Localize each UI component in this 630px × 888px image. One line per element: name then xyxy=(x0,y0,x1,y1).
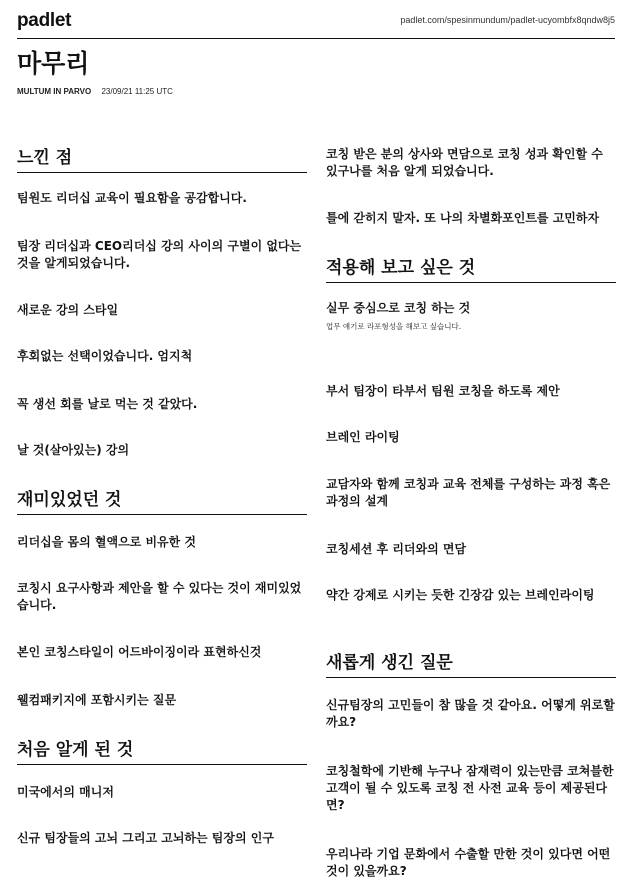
post-body: 업무 얘기로 라포형성을 해보고 싶습니다. xyxy=(326,322,462,331)
post-card[interactable] xyxy=(326,146,616,180)
author-name: MULTUM IN PARVO xyxy=(17,87,92,96)
post-card[interactable] xyxy=(17,238,307,272)
post-card[interactable] xyxy=(17,190,307,207)
section-title: 재미있었던 것 xyxy=(17,489,307,515)
post-card[interactable] xyxy=(326,383,616,400)
section-title: 새롭게 생긴 질문 xyxy=(326,652,616,678)
post-card[interactable] xyxy=(17,784,307,801)
post-title: 새로운 강의 스타일 xyxy=(17,303,119,317)
post-card[interactable] xyxy=(17,396,307,413)
post-title: 틀에 갇히지 말자. 또 나의 차별화포인트를 고민하자 xyxy=(326,211,600,225)
post-title: 신규팀장의 고민들이 참 많을 것 같아요. 어떻게 위로할까요? xyxy=(326,698,615,729)
post-card[interactable] xyxy=(326,476,616,510)
page-title: 마무리 xyxy=(17,50,90,78)
section-title: 적용해 보고 싶은 것 xyxy=(326,257,616,283)
section-want-to-apply xyxy=(326,257,616,283)
post-title: 코칭철학에 기반해 누구나 잠재력이 있는만큼 코쳐블한 고객이 될 수 있도록 코칭 전 사전 교육 등이 제공된다면? xyxy=(326,764,614,812)
post-title: 본인 코칭스타일이 어드바이징이라 표현하신것 xyxy=(17,645,262,659)
post-title: 꼭 생선 회를 날로 먹는 것 같았다. xyxy=(17,397,198,411)
section-felt xyxy=(17,147,307,173)
post-title: 팀장 리더십과 CEO리더십 강의 사이의 구별이 없다는 것을 알게되었습니다. xyxy=(17,239,302,270)
post-title: 교담자와 함께 코칭과 교육 전체를 구성하는 과정 혹은 과정의 설계 xyxy=(326,477,611,508)
post-title: 코칭세션 후 리더와의 면담 xyxy=(326,542,467,556)
section-title: 처음 알게 된 것 xyxy=(17,739,307,765)
post-card[interactable] xyxy=(326,300,616,332)
post-title: 코칭 받은 분의 상사와 면담으로 코칭 성과 확인할 수 있구나를 처음 알게 되었습니다. xyxy=(326,147,603,178)
post-card[interactable] xyxy=(326,697,616,731)
post-card[interactable] xyxy=(17,348,307,365)
post-title: 리더십을 몸의 혈액으로 비유한 것 xyxy=(17,535,197,549)
post-title: 브레인 라이팅 xyxy=(326,430,400,444)
post-card[interactable] xyxy=(326,429,616,446)
post-card[interactable] xyxy=(17,644,307,661)
post-title: 팀원도 리더십 교육이 필요함을 공감합니다. xyxy=(17,191,247,205)
board-url[interactable]: padlet.com/spesinmundum/padlet-ucyombfx8qndw8j5 xyxy=(400,15,615,25)
post-title: 웰컴패키지에 포함시키는 질문 xyxy=(17,693,177,707)
timestamp: 23/09/21 11:25 UTC xyxy=(101,87,173,96)
section-first-learned xyxy=(17,739,307,765)
post-title: 코칭시 요구사항과 제안을 할 수 있다는 것이 재미있었습니다. xyxy=(17,581,302,612)
post-card[interactable] xyxy=(17,580,307,614)
post-card[interactable] xyxy=(17,830,307,847)
post-title: 약간 강제로 시키는 듯한 긴장감 있는 브레인라이팅 xyxy=(326,588,595,602)
post-card[interactable] xyxy=(326,763,616,814)
post-card[interactable] xyxy=(17,692,307,709)
post-title: 신규 팀장들의 고뇌 그리고 고뇌하는 팀장의 인구 xyxy=(17,831,274,845)
section-new-questions xyxy=(326,652,616,678)
section-title: 느낀 점 xyxy=(17,147,307,173)
post-card[interactable] xyxy=(326,541,616,558)
post-card[interactable] xyxy=(326,210,616,227)
column-left xyxy=(17,0,307,888)
post-card[interactable] xyxy=(17,534,307,551)
post-title: 후회없는 선택이었습니다. 엄지척 xyxy=(17,349,193,363)
post-card[interactable] xyxy=(326,846,616,880)
post-title: 날 것(살아있는) 강의 xyxy=(17,443,130,457)
section-fun xyxy=(17,489,307,515)
padlet-logo[interactable]: padlet xyxy=(17,10,72,31)
post-card[interactable] xyxy=(326,587,616,604)
post-title: 우리나라 기업 문화에서 수출할 만한 것이 있다면 어떤 것이 있을까요? xyxy=(326,847,611,878)
post-title: 부서 팀장이 타부서 팀원 코칭을 하도록 제안 xyxy=(326,384,560,398)
post-title: 미국에서의 매니저 xyxy=(17,785,114,799)
post-card[interactable] xyxy=(17,442,307,459)
column-right xyxy=(326,0,616,888)
post-title: 실무 중심으로 코칭 하는 것 xyxy=(326,301,471,315)
post-card[interactable] xyxy=(17,302,307,319)
